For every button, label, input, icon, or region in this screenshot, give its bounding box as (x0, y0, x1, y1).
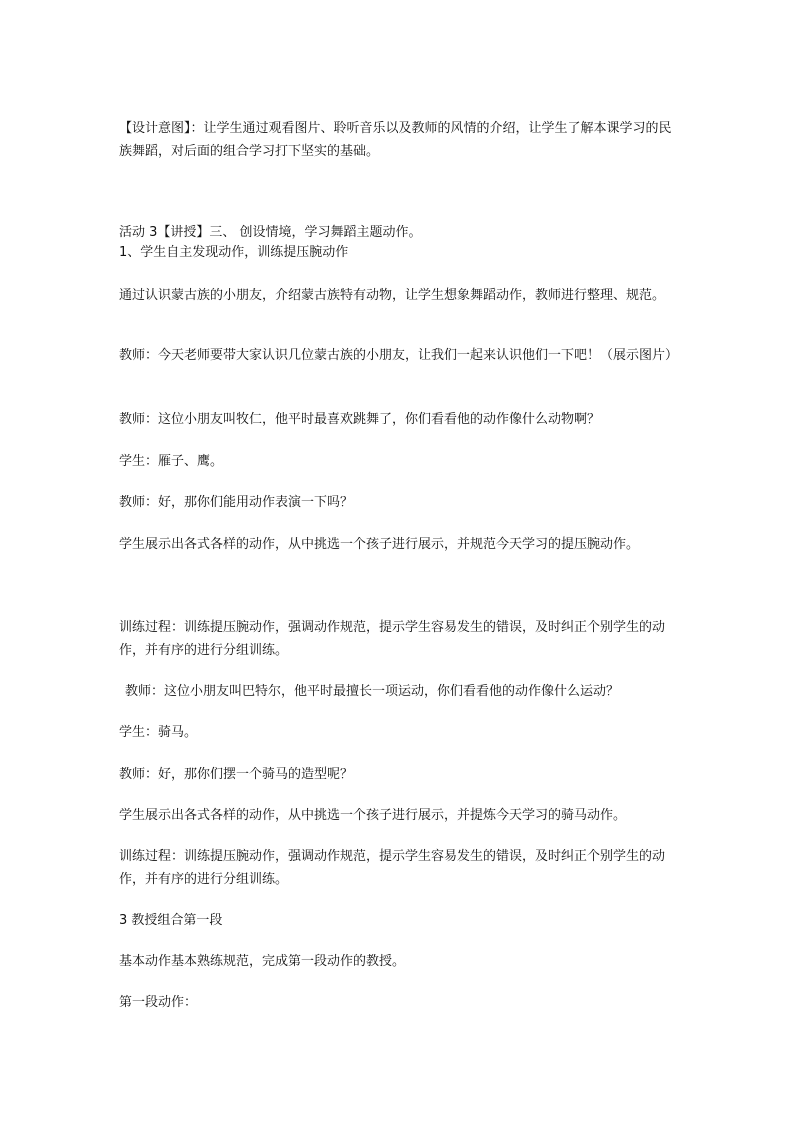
teacher-line: 教师：这位小朋友叫巴特尔，他平时最擅长一项运动，你们看看他的动作像什么运动？ (125, 684, 620, 699)
body-paragraph: 基本动作基本熟练规范，完成第一段动作的教授。 (119, 954, 406, 969)
section-heading: 3 教授组合第一段 (119, 913, 223, 928)
teacher-line: 教师：好，那你们摆一个骑马的造型呢？ (119, 767, 354, 782)
training-paragraph: 训练过程：训练提压腕动作，强调动作规范，提示学生容易发生的错误，及时纠正个别学生的动作，并有序的进行分组训练。 (119, 620, 666, 658)
design-intent-paragraph: 【设计意图】：让学生通过观看图片、聆听音乐以及教师的风情的介绍，让学生了解本课学习的民族舞蹈，对后面的组合学习打下坚实的基础。 (119, 121, 672, 159)
training-paragraph: 训练过程：训练提压腕动作，强调动作规范，提示学生容易发生的错误，及时纠正个别学生的动作，并有序的进行分组训练。 (119, 849, 666, 887)
body-paragraph: 第一段动作： (119, 995, 198, 1010)
teacher-line: 教师：今天老师要带大家认识几位蒙古族的小朋友，让我们一起来认识他们一下吧！（展示图片） (119, 348, 679, 363)
student-activity-paragraph: 学生展示出各式各样的动作，从中挑选一个孩子进行展示，并规范今天学习的提压腕动作。 (119, 537, 640, 552)
student-line: 学生：骑马。 (119, 725, 198, 740)
teacher-line: 教师：好，那你们能用动作表演一下吗？ (119, 495, 354, 510)
section-heading: 1、学生自主发现动作，训练提压腕动作 (119, 245, 349, 260)
intro-paragraph: 通过认识蒙古族的小朋友，介绍蒙古族特有动物，让学生想象舞蹈动作，教师进行整理、规范。 (119, 288, 666, 303)
student-line: 学生：雁子、鹰。 (119, 454, 224, 469)
activity-heading: 活动 3【讲授】三、 创设情境，学习舞蹈主题动作。 (119, 225, 422, 240)
student-activity-paragraph: 学生展示出各式各样的动作，从中挑选一个孩子进行展示，并提炼今天学习的骑马动作。 (119, 808, 627, 823)
teacher-line: 教师：这位小朋友叫牧仁，他平时最喜欢跳舞了，你们看看他的动作像什么动物啊？ (119, 412, 601, 427)
